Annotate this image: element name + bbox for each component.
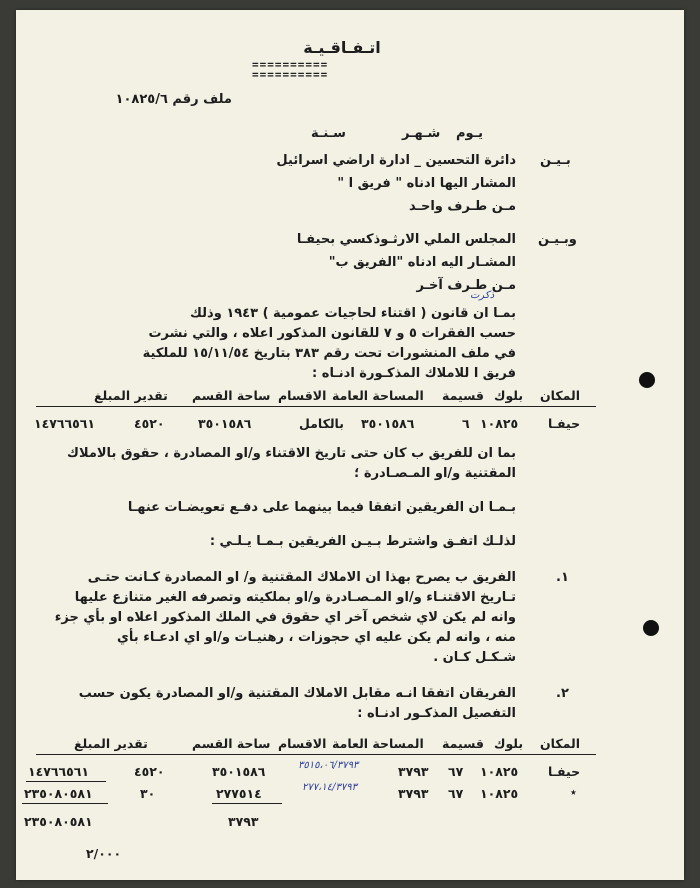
clause2-line-1: الفريقان اتفقا انـه مقابل الاملاك المقتنية و/او المصادرة يكون حسب — [78, 686, 516, 701]
t2-header-value: تقدير المبلغ — [74, 736, 148, 751]
t1-header-rule — [36, 406, 596, 407]
t2-header-block: بلوك — [494, 736, 524, 751]
whereas2-line-1: بما ان للفريق ب كان حتى تاريخ الاقتناء و/او المصادرة ، حقوق بالاملاك — [67, 446, 516, 461]
party1-line-2: المشار اليها ادناه " فريق ا " — [337, 176, 516, 191]
date-year: سـنـة — [311, 126, 346, 141]
t2-r2-value-b: ٢٣٥٠٨٠٥٨١ — [24, 786, 93, 801]
t2-r1-section: ٣٥٠١٥٨٦ — [212, 764, 266, 779]
t1-parcel: ٦ — [462, 416, 470, 431]
party2-line-2: المشـار اليه ادناه "الفريق ب" — [328, 255, 516, 270]
file-number: ملف رقم ١٠٨٢٥/٦ — [115, 92, 232, 107]
clause1-line-1: الفريق ب يصرح بهذا ان الاملاك المقتنية و/ او المصادرة كـانت حتـى — [87, 570, 516, 585]
party1-line-3: مـن طـرف واحـد — [409, 199, 516, 214]
t2-header-rule — [36, 754, 596, 755]
clause1-line-4: منه ، وانه لم يكن عليه اي حجوزات ، رهنيـات و/او اي ادعـاء بأي — [116, 630, 516, 645]
title-underline-2: ========== — [252, 68, 329, 81]
punch-hole-top — [639, 372, 655, 388]
t1-header-parcel: قسيمة — [442, 388, 484, 403]
t1-place: حيفـا — [548, 416, 581, 431]
page-marker: ٢/٠٠٠ — [86, 846, 122, 861]
t2-r1-parcel: ٦٧ — [448, 764, 464, 779]
t2-r1-sub-rule — [26, 781, 106, 782]
t2-header-section-area: ساحة القسم — [192, 736, 271, 751]
whereas2-line-2: المقتنية و/او المـصـادرة ؛ — [354, 466, 516, 481]
whereas1-line-3: في ملف المنشورات تحت رقم ٣٨٣ بتاريخ ١٥/١١/٥٤ للملكية — [142, 346, 516, 361]
t2-header-place: المكان — [540, 736, 580, 751]
agreement-intro: لذلـك اتفـق واشترط بـيـن الفريقين بـمـا يـلـي : — [209, 534, 516, 549]
t2-r1-handwritten-note: ٣٥١٥،٠٦/٣٧٩٣ — [298, 760, 359, 771]
t2-r2-handwritten-note: ٢٧٧،١٤/٣٧٩٣ — [302, 782, 357, 793]
party1-line-1: دائرة التحسين _ ادارة اراضي اسرائيل — [276, 153, 516, 168]
party1-label: بـيـن — [540, 153, 571, 168]
punch-hole-bottom — [643, 620, 659, 636]
t1-section: بالكامل — [299, 416, 344, 431]
handwritten-insert: ذكرت — [470, 290, 495, 301]
t1-header-area: المساحة العامة — [332, 388, 424, 403]
party2-line-3: مـن طـرف آخـر — [416, 278, 516, 293]
date-month: شـهـر — [402, 126, 441, 141]
t2-r2-place-mark: ٭ — [570, 784, 577, 799]
total-value: ٢٣٥٠٨٠٥٨١ — [24, 814, 93, 829]
clause1-line-3: وانه لم يكن لاي شخص آخر اي حقوق في الملك المذكور اعلاه او بأي جزء — [54, 610, 516, 625]
t1-value-b: ١٤٧٦٦٥٦١ — [34, 416, 96, 431]
t1-header-value: تقدير المبلغ — [94, 388, 168, 403]
whereas1-line-4: فريق ا للاملاك المذكـورة ادنـاه : — [312, 366, 516, 381]
t2-header-parcel: قسيمة — [442, 736, 484, 751]
clause1-line-5: شـكـل كـان . — [433, 650, 516, 665]
t2-r2-area: ٣٧٩٣ — [398, 786, 429, 801]
t1-section-area: ٣٥٠١٥٨٦ — [198, 416, 252, 431]
whereas3: بـمـا ان الفريقين اتفقا فيما بينهما على دفـع تعويضـات عنهـا — [127, 500, 516, 515]
party2-label: وبـيـن — [538, 232, 577, 247]
t2-r2-block: ١٠٨٢٥ — [480, 786, 519, 801]
t2-header-sections: الاقسام — [278, 736, 327, 751]
whereas1-line-2: حسب الفقرات ٥ و ٧ للقانون المذكور اعلاه ، والتي نشرت — [148, 326, 516, 341]
date-day: يـوم — [456, 126, 484, 141]
t1-header-place: المكان — [540, 388, 580, 403]
total-area: ٣٧٩٣ — [228, 814, 259, 829]
t2-r2-parcel: ٦٧ — [448, 786, 464, 801]
t2-r2-section: ٢٧٧٥١٤ — [216, 786, 262, 801]
document-page — [16, 10, 684, 880]
clause1-number: ١. — [556, 570, 569, 585]
clause2-number: ٢. — [556, 686, 569, 701]
t1-header-block: بلوك — [494, 388, 524, 403]
party2-line-1: المجلس الملي الارثـوذكسي بحيفـا — [296, 232, 516, 247]
t2-header-area: المساحة العامة — [332, 736, 424, 751]
clause2-line-2: التفصيل المذكـور ادنـاه : — [357, 706, 516, 721]
t2-r1-place: حيفـا — [548, 764, 581, 779]
t2-r1-area: ٣٧٩٣ — [398, 764, 429, 779]
t1-area: ٣٥٠١٥٨٦ — [361, 416, 415, 431]
t2-r2-value-a: ٣٠ — [140, 786, 156, 801]
t2-r1-value-a: ٤٥٢٠ — [134, 764, 165, 779]
t1-block: ١٠٨٢٥ — [480, 416, 519, 431]
document-title: اتـفـاقـيـة — [303, 38, 381, 57]
clause1-line-2: تـاريخ الاقتنـاء و/او المـصـادرة و/او بملكيته وتصرفه الغير متنازع عليها — [74, 590, 516, 605]
t1-header-section-area: ساحة القسم — [192, 388, 271, 403]
t2-r1-value-b: ١٤٧٦٦٥٦١ — [28, 764, 90, 779]
whereas1-line-1: بمـا ان قانون ( اقتناء لحاجيات عمومية ) ١٩٤٣ وذلك — [190, 306, 516, 321]
t2-r1-block: ١٠٨٢٥ — [480, 764, 519, 779]
t1-header-sections: الاقسام — [278, 388, 327, 403]
t1-value-a: ٤٥٢٠ — [134, 416, 165, 431]
t2-r2-rule-left — [22, 803, 108, 804]
title-underline: ========== — [252, 58, 329, 71]
t2-r2-rule-mid — [212, 803, 282, 804]
